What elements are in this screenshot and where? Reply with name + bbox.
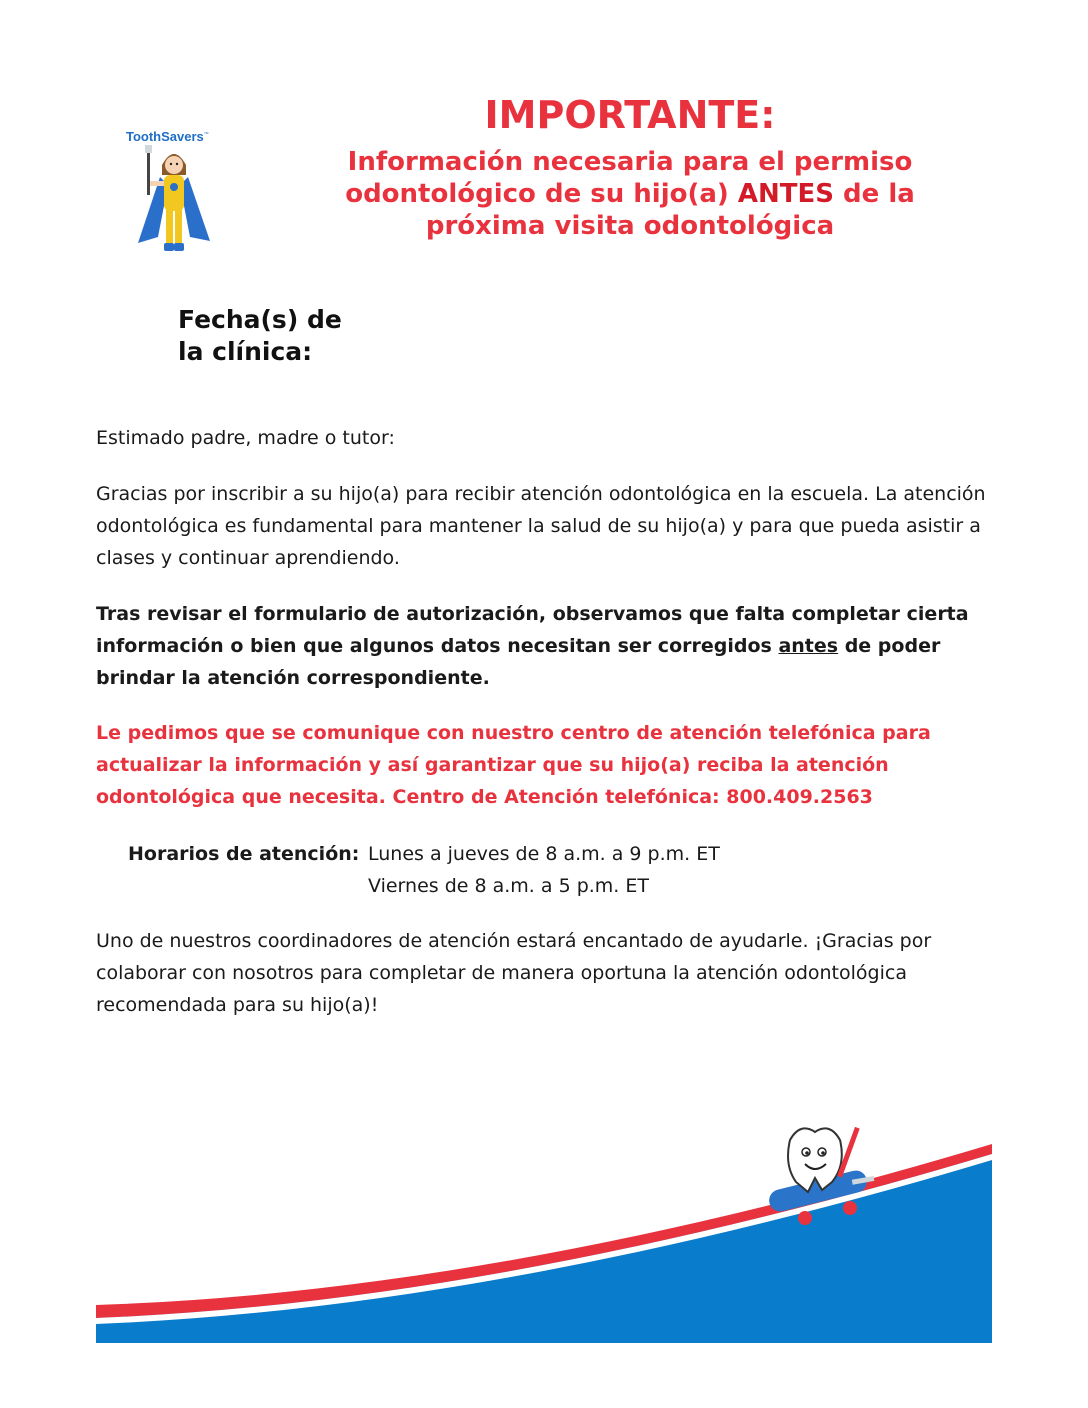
underlined-antes: antes: [778, 635, 839, 657]
page-title: IMPORTANTE:: [484, 93, 776, 137]
hours-friday: Viernes de 8 a.m. a 5 p.m. ET: [368, 875, 649, 897]
paragraph-closing: Uno de nuestros coordinadores de atención estará encantado de ayudarle. ¡Gracias por colaborar con nosotros para completar de manera oportuna la atención odontológica recomendada para su hijo(a)!: [96, 930, 932, 1016]
logo-brand-text: ToothSavers™: [126, 129, 209, 144]
superhero-mascot-icon: [120, 125, 230, 265]
hours-weekday: Lunes a jueves de 8 a.m. a 9 p.m. ET: [368, 843, 720, 865]
greeting: Estimado padre, madre o tutor:: [96, 427, 395, 449]
footer-swoosh: [0, 1120, 1088, 1350]
paragraph-call-center: Le pedimos que se comunique con nuestro centro de atención telefónica para actualizar la información y así garantizar que su hijo(a) reciba la atención odontológica que necesita. Centro de Atención telefónica: 800.409.2563: [96, 722, 931, 808]
paragraph-review: Tras revisar el formulario de autorización, observamos que falta completar cierta información o bien que algunos datos necesitan ser corregidos antes de poder brindar la atención correspondiente.: [96, 603, 969, 689]
hours-label: Horarios de atención:: [128, 843, 360, 865]
paragraph-thanks: Gracias por inscribir a su hijo(a) para recibir atención odontológica en la escuela. La atención odontológica es fundamental para mantener la salud de su hijo(a) y para que pueda asistir a clases y continuar aprendiendo.: [96, 483, 986, 569]
clinic-date-label: Fecha(s) de la clínica:: [178, 305, 342, 366]
toothsavers-logo: [120, 125, 230, 265]
page-subtitle: Información necesaria para el permiso odontológico de su hijo(a) ANTES de la próxima visita odontológica: [345, 147, 915, 241]
subtitle-emphasis: ANTES: [737, 179, 834, 209]
